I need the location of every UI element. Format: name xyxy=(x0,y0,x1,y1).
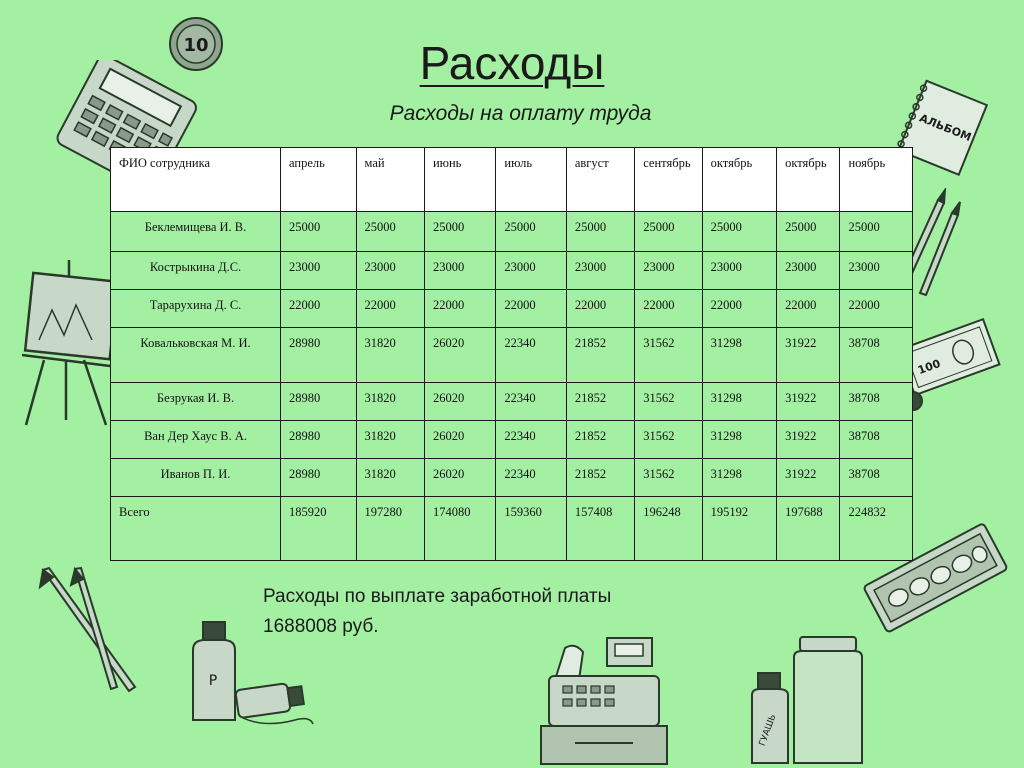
total-cell: 174080 xyxy=(424,497,495,561)
value-cell: 21852 xyxy=(566,328,634,383)
header-cell: октябрь xyxy=(702,148,776,212)
total-cell: 197688 xyxy=(777,497,840,561)
value-cell: 28980 xyxy=(281,328,356,383)
value-cell: 31562 xyxy=(635,459,702,497)
table-row xyxy=(111,383,913,421)
summary-text xyxy=(263,582,763,642)
value-cell: 25000 xyxy=(635,212,702,252)
value-cell: 23000 xyxy=(777,252,840,290)
value-cell: 31562 xyxy=(635,328,702,383)
employee-name: Кострыкина Д.С. xyxy=(111,252,281,290)
value-cell: 22340 xyxy=(496,459,566,497)
easel-icon xyxy=(14,255,124,430)
total-cell: 185920 xyxy=(281,497,356,561)
value-cell: 26020 xyxy=(424,459,495,497)
value-cell: 26020 xyxy=(424,421,495,459)
header-cell: сентябрь xyxy=(635,148,702,212)
value-cell: 31562 xyxy=(635,383,702,421)
value-cell: 25000 xyxy=(496,212,566,252)
value-cell: 22000 xyxy=(356,290,424,328)
value-cell: 25000 xyxy=(566,212,634,252)
table-row xyxy=(111,421,913,459)
table-row xyxy=(111,212,913,252)
value-cell: 31562 xyxy=(635,421,702,459)
value-cell: 38708 xyxy=(840,383,913,421)
value-cell: 28980 xyxy=(281,459,356,497)
header-cell: ноябрь xyxy=(840,148,913,212)
paint-brushes-icon xyxy=(35,565,145,695)
header-cell: май xyxy=(356,148,424,212)
table-row xyxy=(111,328,913,383)
value-cell: 31922 xyxy=(777,421,840,459)
value-cell: 23000 xyxy=(281,252,356,290)
employee-name: Беклемищева И. В. xyxy=(111,212,281,252)
value-cell: 38708 xyxy=(840,328,913,383)
cash-register-icon xyxy=(535,628,670,768)
value-cell: 23000 xyxy=(566,252,634,290)
header-cell: апрель xyxy=(281,148,356,212)
table-row xyxy=(111,290,913,328)
value-cell: 23000 xyxy=(840,252,913,290)
total-cell: 195192 xyxy=(702,497,776,561)
jar-label: ГУАШЬ xyxy=(757,713,779,748)
value-cell: 31820 xyxy=(356,328,424,383)
value-cell: 25000 xyxy=(777,212,840,252)
value-cell: 28980 xyxy=(281,383,356,421)
album-label: АЛЬБОМ xyxy=(917,111,974,145)
employee-name: Тарарухина Д. С. xyxy=(111,290,281,328)
value-cell: 21852 xyxy=(566,459,634,497)
expenses-table xyxy=(110,147,913,561)
table-row xyxy=(111,252,913,290)
value-cell: 25000 xyxy=(281,212,356,252)
value-cell: 23000 xyxy=(702,252,776,290)
employee-name: Безрукая И. В. xyxy=(111,383,281,421)
value-cell: 31298 xyxy=(702,459,776,497)
value-cell: 25000 xyxy=(840,212,913,252)
table-total-row xyxy=(111,497,913,561)
value-cell: 31820 xyxy=(356,459,424,497)
value-cell: 22340 xyxy=(496,328,566,383)
value-cell: 25000 xyxy=(424,212,495,252)
page-subtitle: Расходы на оплату труда xyxy=(389,102,652,125)
value-cell: 22000 xyxy=(840,290,913,328)
value-cell: 22000 xyxy=(566,290,634,328)
value-cell: 31922 xyxy=(777,383,840,421)
employee-name: Ван Дер Хаус В. А. xyxy=(111,421,281,459)
value-cell: 21852 xyxy=(566,383,634,421)
summary-line: Расходы по выплате заработной платы xyxy=(263,586,612,607)
header-cell: ФИО сотрудника xyxy=(111,148,281,212)
total-cell: 157408 xyxy=(566,497,634,561)
total-label: Всего xyxy=(111,497,281,561)
value-cell: 38708 xyxy=(840,459,913,497)
value-cell: 31820 xyxy=(356,421,424,459)
value-cell: 22000 xyxy=(635,290,702,328)
value-cell: 21852 xyxy=(566,421,634,459)
value-cell: 26020 xyxy=(424,328,495,383)
value-cell: 25000 xyxy=(356,212,424,252)
header-cell: октябрь xyxy=(777,148,840,212)
value-cell: 26020 xyxy=(424,383,495,421)
value-cell: 25000 xyxy=(702,212,776,252)
employee-name: Иванов П. И. xyxy=(111,459,281,497)
page-title: Расходы xyxy=(419,37,605,89)
value-cell: 38708 xyxy=(840,421,913,459)
value-cell: 22000 xyxy=(777,290,840,328)
value-cell: 22000 xyxy=(496,290,566,328)
summary-total: 1688008 руб. xyxy=(263,616,379,637)
value-cell: 22000 xyxy=(702,290,776,328)
value-cell: 22000 xyxy=(424,290,495,328)
value-cell: 31298 xyxy=(702,383,776,421)
value-cell: 31298 xyxy=(702,421,776,459)
value-cell: 22000 xyxy=(281,290,356,328)
value-cell: 23000 xyxy=(424,252,495,290)
value-cell: 31922 xyxy=(777,328,840,383)
value-cell: 23000 xyxy=(356,252,424,290)
table-header-row xyxy=(111,148,913,212)
value-cell: 22340 xyxy=(496,421,566,459)
header-cell: август xyxy=(566,148,634,212)
value-cell: 31820 xyxy=(356,383,424,421)
bottle-label: Р xyxy=(208,673,218,689)
employee-name: Ковальковская М. И. xyxy=(111,328,281,383)
table-row xyxy=(111,459,913,497)
header-cell: июнь xyxy=(424,148,495,212)
value-cell: 23000 xyxy=(496,252,566,290)
total-cell: 197280 xyxy=(356,497,424,561)
value-cell: 22340 xyxy=(496,383,566,421)
header-cell: июль xyxy=(496,148,566,212)
total-cell: 224832 xyxy=(840,497,913,561)
gouache-jars-icon xyxy=(748,635,873,768)
banknote-label: 100 xyxy=(916,357,943,378)
value-cell: 31922 xyxy=(777,459,840,497)
value-cell: 23000 xyxy=(635,252,702,290)
total-cell: 159360 xyxy=(496,497,566,561)
coin-label: 10 xyxy=(183,35,209,56)
value-cell: 28980 xyxy=(281,421,356,459)
value-cell: 31298 xyxy=(702,328,776,383)
total-cell: 196248 xyxy=(635,497,702,561)
